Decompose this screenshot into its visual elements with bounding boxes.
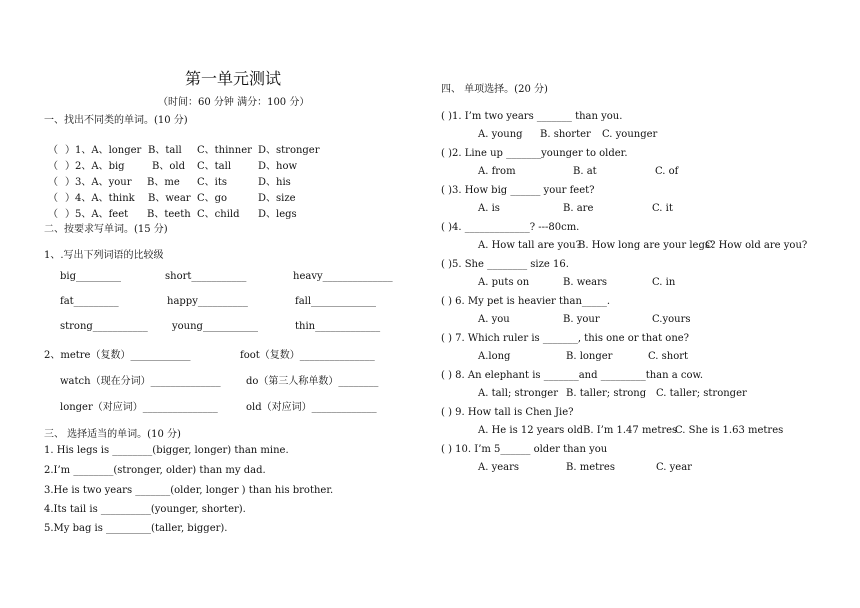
question-stem: ( )1. I’m two years _______ than you. — [441, 111, 623, 122]
option-c: C. She is 1.63 metres — [675, 425, 784, 436]
fill-blank: 2、metre（复数）____________ — [44, 350, 191, 361]
section2-sub1: 1、.写出下列词语的比较级 — [44, 250, 164, 261]
fill-blank: fat_________ — [60, 296, 119, 307]
option-b: B、me — [147, 177, 180, 188]
question-text: ）4、A、think — [65, 193, 135, 204]
option-d: D、how — [258, 161, 298, 172]
option-b: B. taller; strong — [566, 388, 647, 399]
section2-heading: 二、按要求写单词。(15 分) — [44, 224, 168, 235]
option-a: A. from — [478, 166, 516, 177]
option-a: A.long — [478, 351, 511, 362]
option-c: C. it — [652, 203, 673, 214]
option-c: C、child — [197, 209, 240, 220]
option-a: A. years — [478, 462, 520, 473]
option-b: B. How long are your legs? — [578, 240, 716, 251]
fill-blank: fall_____________ — [295, 296, 377, 307]
fill-blank: do（第三人称单数）________ — [246, 376, 379, 387]
sentence-item: 2.I’m ________(stronger, older) than my dad. — [44, 465, 266, 476]
question-text: ）1、A、longer — [65, 145, 142, 156]
question-text: ）3、A、your — [65, 177, 132, 188]
question-text: ）2、A、big — [65, 161, 125, 172]
question-stem: ( )4. _____________? ---80cm. — [441, 222, 580, 233]
option-d: D、stronger — [258, 145, 320, 156]
question-stem: ( ) 10. I’m 5______ older than you — [441, 444, 608, 455]
option-c: C. taller; stronger — [656, 388, 747, 399]
option-a: A. tall; stronger — [478, 388, 558, 399]
question-stem: ( ) 7. Which ruler is _______, this one or that one? — [441, 333, 690, 344]
fill-blank: old（对应词）_____________ — [246, 402, 377, 413]
option-b: B、tall — [148, 145, 182, 156]
option-a: A. puts on — [478, 277, 530, 288]
fill-blank: thin_____________ — [295, 321, 381, 332]
fill-blank: longer（对应词）_______________ — [60, 402, 218, 413]
option-c: C.yours — [652, 314, 691, 325]
question-text: ）5、A、feet — [65, 209, 129, 220]
option-a: A. is — [478, 203, 500, 214]
fill-blank: happy__________ — [167, 296, 248, 307]
option-a: A. He is 12 years old — [478, 425, 584, 436]
option-c: C. short — [648, 351, 689, 362]
question-stem: ( ) 6. My pet is heavier than_____. — [441, 296, 611, 307]
option-c: C、its — [197, 177, 227, 188]
fill-blank: heavy______________ — [293, 271, 393, 282]
sentence-item: 4.Its tail is __________(younger, shorter). — [44, 504, 246, 515]
section1-heading: 一、找出不同类的单词。(10 分) — [44, 115, 188, 126]
option-b: B. shorter — [540, 129, 591, 140]
question-stem: ( )5. She ________ size 16. — [441, 259, 569, 270]
section4-heading: 四、 单项选择。(20 分) — [441, 84, 548, 95]
sentence-item: 3.He is two years _______(older, longer ) than his brother. — [44, 485, 334, 496]
question-stem: ( )2. Line up _______younger to older. — [441, 148, 628, 159]
option-c: C. younger — [602, 129, 658, 140]
option-b: B. metres — [566, 462, 615, 473]
option-b: B. wears — [563, 277, 608, 288]
option-c: C. How old are you? — [705, 240, 808, 251]
option-b: B、old — [152, 161, 185, 172]
option-b: B. your — [563, 314, 600, 325]
fill-blank: young___________ — [172, 321, 258, 332]
question-stem: ( ) 8. An elephant is _______and _________than a cow. — [441, 370, 704, 381]
option-d: D、his — [258, 177, 291, 188]
paren-mark: （ — [48, 161, 58, 172]
option-b: B. I’m 1.47 metres — [583, 425, 678, 436]
option-a: A. you — [478, 314, 510, 325]
option-b: B、wear — [148, 193, 191, 204]
section3-heading: 三、 选择适当的单词。(10 分) — [44, 429, 181, 440]
option-c: C. year — [656, 462, 692, 473]
paren-mark: （ — [48, 193, 58, 204]
option-b: B. longer — [566, 351, 613, 362]
paren-mark: （ — [48, 145, 58, 156]
fill-blank: big_________ — [60, 271, 122, 282]
sentence-item: 1. His legs is ________(bigger, longer) than mine. — [44, 445, 289, 456]
question-stem: ( )3. How big ______ your feet? — [441, 185, 595, 196]
fill-blank: watch（现在分词）______________ — [60, 376, 221, 387]
option-a: A. How tall are you? — [478, 240, 581, 251]
test-meta: （时间：60 分钟 满分：100 分） — [158, 97, 310, 108]
option-d: D、size — [258, 193, 296, 204]
fill-blank: short___________ — [165, 271, 247, 282]
sentence-item: 5.My bag is _________(taller, bigger). — [44, 523, 228, 534]
option-b: B、teeth — [147, 209, 191, 220]
option-d: D、legs — [258, 209, 297, 220]
option-c: C. in — [652, 277, 676, 288]
option-c: C、go — [197, 193, 228, 204]
question-stem: ( ) 9. How tall is Chen Jie? — [441, 407, 574, 418]
fill-blank: strong___________ — [60, 321, 148, 332]
option-a: A. young — [478, 129, 523, 140]
option-c: C. of — [655, 166, 679, 177]
option-b: B. at — [573, 166, 597, 177]
fill-blank: foot（复数）_______________ — [240, 350, 375, 361]
option-c: C、tall — [197, 161, 232, 172]
option-b: B. are — [563, 203, 594, 214]
paren-mark: （ — [48, 177, 58, 188]
page-title: 第一单元测试 — [185, 69, 282, 88]
paren-mark: （ — [48, 209, 58, 220]
option-c: C、thinner — [197, 145, 252, 156]
